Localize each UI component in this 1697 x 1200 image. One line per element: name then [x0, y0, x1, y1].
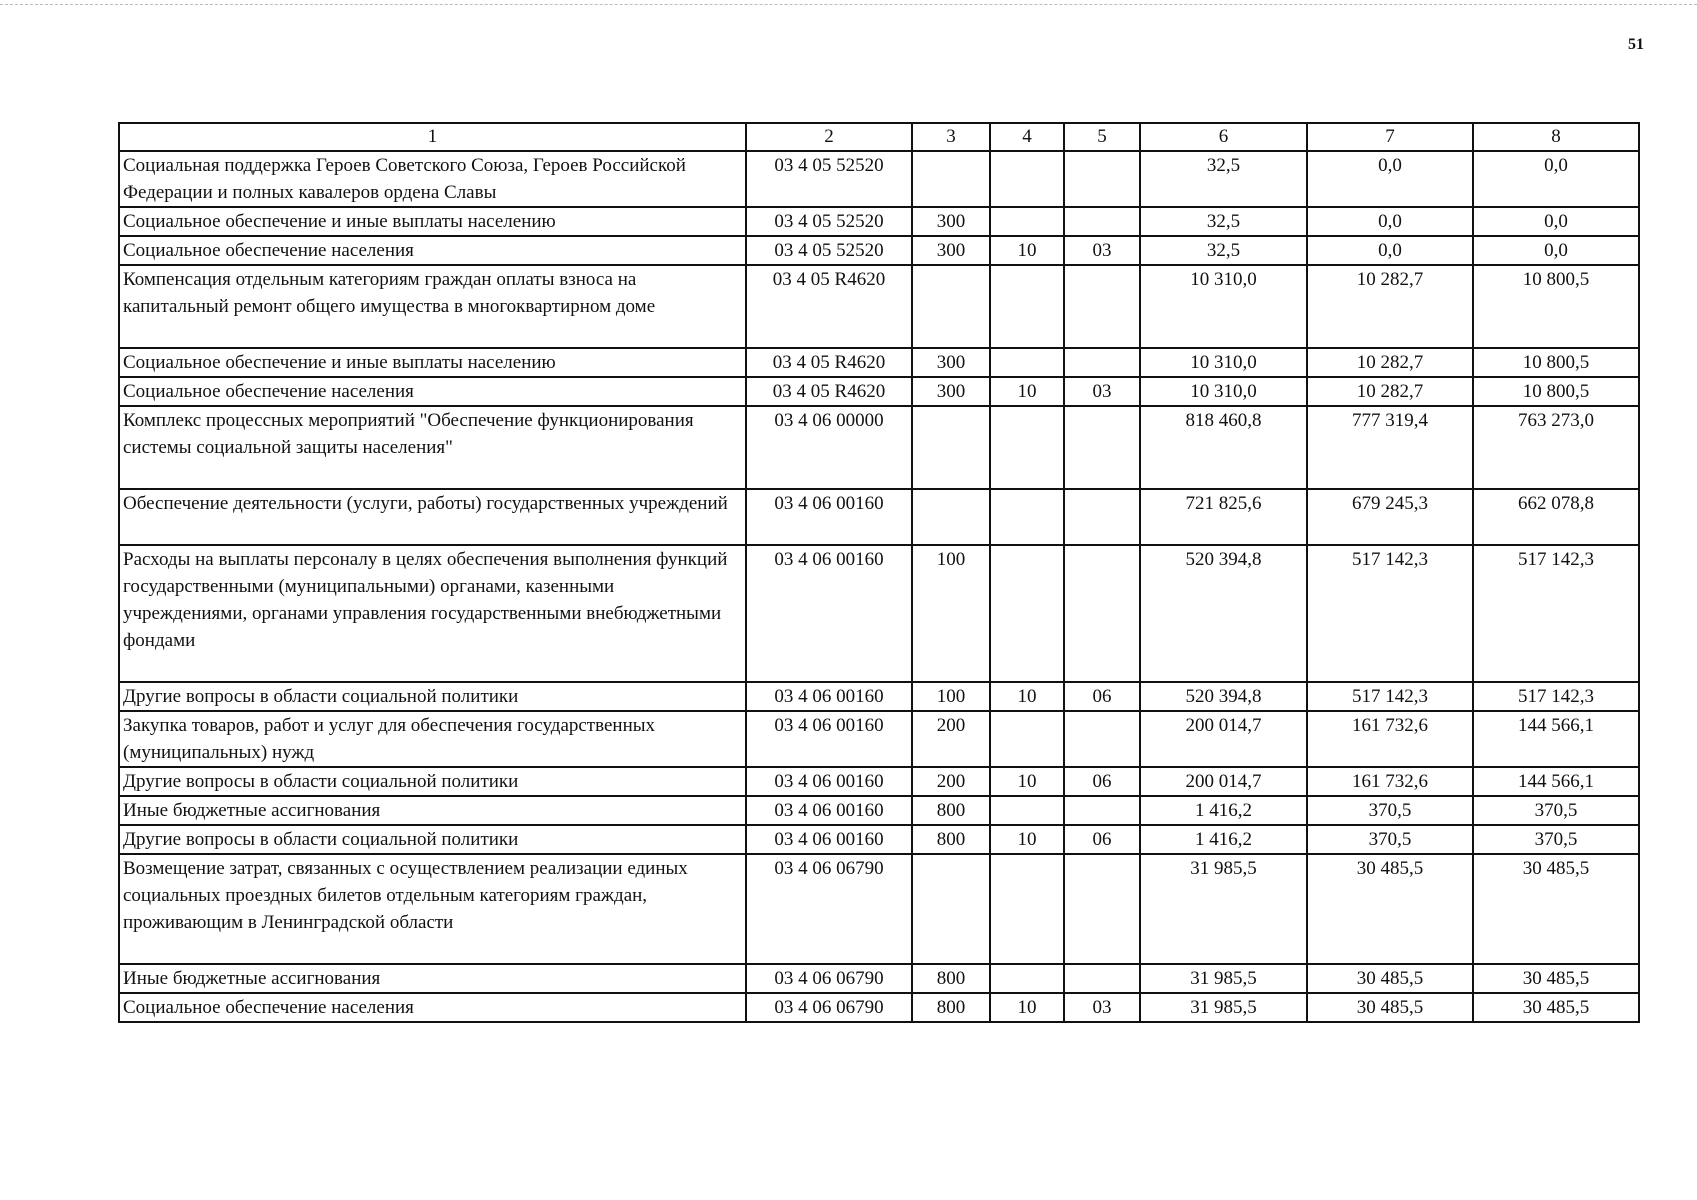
row-name: Социальное обеспечение населения: [119, 993, 746, 1022]
row-name: Социальное обеспечение населения: [119, 236, 746, 265]
row-vr-code: 300: [912, 377, 990, 406]
row-amount-col8: 10 800,5: [1473, 265, 1639, 348]
row-amount-col6: 520 394,8: [1140, 545, 1307, 682]
row-pr-code: [1064, 796, 1140, 825]
row-pr-code: [1064, 489, 1140, 545]
row-amount-col7: 777 319,4: [1307, 406, 1473, 489]
row-amount-col7: 30 485,5: [1307, 964, 1473, 993]
row-amount-col8: 370,5: [1473, 825, 1639, 854]
row-csr-code: 03 4 06 06790: [746, 964, 912, 993]
row-pr-code: 06: [1064, 682, 1140, 711]
page-number: 51: [1628, 36, 1644, 53]
row-name: Социальное обеспечение и иные выплаты населению: [119, 207, 746, 236]
row-rz-code: 10: [990, 236, 1064, 265]
row-pr-code: [1064, 348, 1140, 377]
row-rz-code: [990, 265, 1064, 348]
row-pr-code: [1064, 545, 1140, 682]
row-amount-col8: 30 485,5: [1473, 993, 1639, 1022]
table-row: [119, 854, 1639, 964]
row-amount-col8: 763 273,0: [1473, 406, 1639, 489]
row-csr-code: 03 4 06 06790: [746, 993, 912, 1022]
row-vr-code: 800: [912, 796, 990, 825]
row-amount-col7: 30 485,5: [1307, 854, 1473, 964]
header-col-3: 3: [912, 123, 990, 151]
row-amount-col7: 0,0: [1307, 207, 1473, 236]
row-rz-code: 10: [990, 825, 1064, 854]
table-header: [119, 123, 1639, 151]
row-pr-code: 06: [1064, 825, 1140, 854]
row-vr-code: 800: [912, 825, 990, 854]
row-amount-col8: 662 078,8: [1473, 489, 1639, 545]
row-csr-code: 03 4 06 00160: [746, 711, 912, 767]
row-csr-code: 03 4 05 52520: [746, 236, 912, 265]
row-name: Иные бюджетные ассигнования: [119, 964, 746, 993]
row-amount-col7: 0,0: [1307, 151, 1473, 207]
row-amount-col6: 32,5: [1140, 236, 1307, 265]
table-row: [119, 377, 1639, 406]
row-amount-col6: 31 985,5: [1140, 854, 1307, 964]
header-col-6: 6: [1140, 123, 1307, 151]
row-amount-col6: 520 394,8: [1140, 682, 1307, 711]
table-row: [119, 964, 1639, 993]
row-amount-col8: 30 485,5: [1473, 854, 1639, 964]
budget-table: [118, 122, 1640, 1023]
row-amount-col7: 370,5: [1307, 796, 1473, 825]
row-amount-col7: 161 732,6: [1307, 767, 1473, 796]
row-pr-code: [1064, 207, 1140, 236]
row-rz-code: 10: [990, 377, 1064, 406]
row-vr-code: [912, 151, 990, 207]
table-row: [119, 489, 1639, 545]
row-amount-col7: 10 282,7: [1307, 377, 1473, 406]
row-vr-code: 300: [912, 207, 990, 236]
table-row: [119, 265, 1639, 348]
row-vr-code: [912, 406, 990, 489]
row-name: Закупка товаров, работ и услуг для обеспечения государственных (муниципальных) нужд: [119, 711, 746, 767]
row-pr-code: [1064, 406, 1140, 489]
row-csr-code: 03 4 05 52520: [746, 151, 912, 207]
row-amount-col6: 10 310,0: [1140, 265, 1307, 348]
row-amount-col6: 31 985,5: [1140, 993, 1307, 1022]
row-pr-code: 03: [1064, 377, 1140, 406]
row-pr-code: [1064, 151, 1140, 207]
row-vr-code: 300: [912, 236, 990, 265]
row-amount-col6: 31 985,5: [1140, 964, 1307, 993]
table-body: [119, 151, 1639, 1022]
header-col-4: 4: [990, 123, 1064, 151]
row-pr-code: [1064, 711, 1140, 767]
row-csr-code: 03 4 05 R4620: [746, 265, 912, 348]
row-csr-code: 03 4 06 00160: [746, 682, 912, 711]
row-name: Другие вопросы в области социальной политики: [119, 825, 746, 854]
row-pr-code: 03: [1064, 993, 1140, 1022]
row-amount-col8: 0,0: [1473, 207, 1639, 236]
table-row: [119, 348, 1639, 377]
row-name: Расходы на выплаты персоналу в целях обеспечения выполнения функций государственными (муниципальными) органами, казенными учреждениями, органами управления государственными внебюджетными фондами: [119, 545, 746, 682]
row-rz-code: [990, 207, 1064, 236]
row-name: Социальное обеспечение населения: [119, 377, 746, 406]
row-csr-code: 03 4 05 R4620: [746, 348, 912, 377]
header-col-5: 5: [1064, 123, 1140, 151]
table-row: [119, 207, 1639, 236]
row-vr-code: [912, 854, 990, 964]
row-amount-col7: 10 282,7: [1307, 265, 1473, 348]
row-vr-code: 100: [912, 682, 990, 711]
row-amount-col8: 10 800,5: [1473, 348, 1639, 377]
row-amount-col7: 161 732,6: [1307, 711, 1473, 767]
row-csr-code: 03 4 06 00160: [746, 796, 912, 825]
table-row: [119, 236, 1639, 265]
row-amount-col7: 517 142,3: [1307, 545, 1473, 682]
table-row: [119, 825, 1639, 854]
row-amount-col6: 10 310,0: [1140, 377, 1307, 406]
row-csr-code: 03 4 05 R4620: [746, 377, 912, 406]
row-rz-code: [990, 545, 1064, 682]
row-amount-col8: 144 566,1: [1473, 711, 1639, 767]
row-amount-col8: 144 566,1: [1473, 767, 1639, 796]
row-rz-code: [990, 151, 1064, 207]
row-rz-code: [990, 796, 1064, 825]
row-amount-col6: 10 310,0: [1140, 348, 1307, 377]
table-row: [119, 767, 1639, 796]
table-row: [119, 151, 1639, 207]
row-name: Другие вопросы в области социальной политики: [119, 767, 746, 796]
row-amount-col8: 370,5: [1473, 796, 1639, 825]
row-vr-code: 800: [912, 993, 990, 1022]
row-amount-col6: 32,5: [1140, 151, 1307, 207]
row-rz-code: [990, 489, 1064, 545]
row-name: Комплекс процессных мероприятий "Обеспечение функционирования системы социальной защиты населения": [119, 406, 746, 489]
scan-artifact-line: [0, 4, 1697, 6]
row-amount-col6: 32,5: [1140, 207, 1307, 236]
row-csr-code: 03 4 06 00160: [746, 489, 912, 545]
row-rz-code: 10: [990, 767, 1064, 796]
row-amount-col7: 0,0: [1307, 236, 1473, 265]
row-name: Возмещение затрат, связанных с осуществлением реализации единых социальных проездных билетов отдельным категориям граждан, проживающим в Ленинградской области: [119, 854, 746, 964]
row-name: Другие вопросы в области социальной политики: [119, 682, 746, 711]
row-amount-col7: 679 245,3: [1307, 489, 1473, 545]
row-amount-col6: 200 014,7: [1140, 711, 1307, 767]
row-rz-code: [990, 406, 1064, 489]
header-col-2: 2: [746, 123, 912, 151]
row-pr-code: [1064, 265, 1140, 348]
table-row: [119, 682, 1639, 711]
table-row: [119, 406, 1639, 489]
row-amount-col6: 818 460,8: [1140, 406, 1307, 489]
row-csr-code: 03 4 06 00160: [746, 767, 912, 796]
row-rz-code: [990, 711, 1064, 767]
row-rz-code: [990, 964, 1064, 993]
row-rz-code: [990, 348, 1064, 377]
row-name: Социальное обеспечение и иные выплаты населению: [119, 348, 746, 377]
table-row: [119, 545, 1639, 682]
row-csr-code: 03 4 06 00160: [746, 825, 912, 854]
row-csr-code: 03 4 06 00160: [746, 545, 912, 682]
row-vr-code: 300: [912, 348, 990, 377]
row-amount-col8: 0,0: [1473, 236, 1639, 265]
row-amount-col8: 517 142,3: [1473, 545, 1639, 682]
row-amount-col8: 10 800,5: [1473, 377, 1639, 406]
row-amount-col8: 517 142,3: [1473, 682, 1639, 711]
row-name: Обеспечение деятельности (услуги, работы) государственных учреждений: [119, 489, 746, 545]
row-csr-code: 03 4 05 52520: [746, 207, 912, 236]
table-row: [119, 993, 1639, 1022]
row-vr-code: 100: [912, 545, 990, 682]
row-vr-code: [912, 265, 990, 348]
row-name: Компенсация отдельным категориям граждан оплаты взноса на капитальный ремонт общего имущества в многоквартирном доме: [119, 265, 746, 348]
header-col-8: 8: [1473, 123, 1639, 151]
row-vr-code: 200: [912, 767, 990, 796]
row-pr-code: [1064, 854, 1140, 964]
header-col-7: 7: [1307, 123, 1473, 151]
row-pr-code: 03: [1064, 236, 1140, 265]
table-row: [119, 796, 1639, 825]
row-name: Социальная поддержка Героев Советского Союза, Героев Российской Федерации и полных кавалеров ордена Славы: [119, 151, 746, 207]
row-rz-code: 10: [990, 682, 1064, 711]
row-amount-col7: 517 142,3: [1307, 682, 1473, 711]
header-col-1: 1: [119, 123, 746, 151]
row-csr-code: 03 4 06 06790: [746, 854, 912, 964]
row-amount-col6: 721 825,6: [1140, 489, 1307, 545]
row-pr-code: [1064, 964, 1140, 993]
header-row: [119, 123, 1639, 151]
row-rz-code: [990, 854, 1064, 964]
row-amount-col8: 0,0: [1473, 151, 1639, 207]
row-name: Иные бюджетные ассигнования: [119, 796, 746, 825]
row-pr-code: 06: [1064, 767, 1140, 796]
row-amount-col6: 1 416,2: [1140, 796, 1307, 825]
row-csr-code: 03 4 06 00000: [746, 406, 912, 489]
row-amount-col6: 1 416,2: [1140, 825, 1307, 854]
table-row: [119, 711, 1639, 767]
row-vr-code: [912, 489, 990, 545]
row-amount-col7: 370,5: [1307, 825, 1473, 854]
row-amount-col6: 200 014,7: [1140, 767, 1307, 796]
row-vr-code: 200: [912, 711, 990, 767]
row-amount-col7: 10 282,7: [1307, 348, 1473, 377]
row-vr-code: 800: [912, 964, 990, 993]
row-amount-col8: 30 485,5: [1473, 964, 1639, 993]
row-rz-code: 10: [990, 993, 1064, 1022]
row-amount-col7: 30 485,5: [1307, 993, 1473, 1022]
